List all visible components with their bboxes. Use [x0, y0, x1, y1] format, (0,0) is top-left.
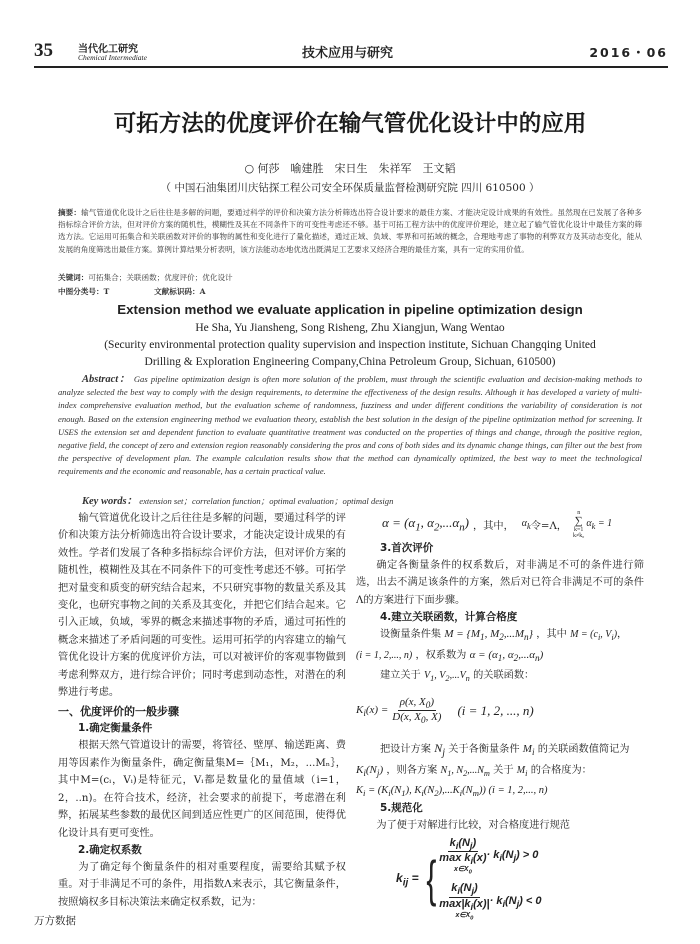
equation-weights-text2: 令=Λ， — [530, 520, 567, 532]
clc-value: T — [103, 287, 110, 296]
journal-name-en: Chemical Intermediate — [78, 53, 147, 62]
subheading-2: 2.确定权系数 — [78, 843, 142, 856]
equation-relation-function: $K_i(x)$ = $\frac{\rho(x, X_0)}{D(x, X_0, X)}$ (i = 1, 2, ..., n) — [356, 696, 534, 726]
paragraph-normalization: 为了便于对解进行比较，对合格度进行规范 — [376, 820, 570, 832]
keywords-cn-label: 关键词： — [58, 273, 89, 282]
article-title-cn: 可拓方法的优度评价在输气管优化设计中的应用 — [113, 111, 587, 137]
scheme-values-text: 把设计方案 — [380, 743, 431, 755]
keywords-en: Key words： extension set；correlation function；optimal evaluation；optimal design — [82, 496, 394, 507]
paragraph-relation-function: 建立关于 $V_1$, $V_2,...V_n$ 的关联函数： — [380, 670, 535, 684]
paragraph-qualification: $K_i(N_j)$ ，则各方案 $N_1$, $N_2,...N_m$ 关于 $M_i$ 的合格度为： — [356, 763, 592, 778]
subheading-3: 3.首次评价 — [380, 542, 434, 554]
equation-normalization: $k_{ij}$ = { $k_i(N_j)$ $\max k_i(x)$ $x\in X_0$ · $k_i(N_j) > 0$ $k_i(N_j)$ $\max|k_i(x)|$ $x\in X_0$ · $k_i(N_j) < 0$ — [396, 836, 542, 922]
abstract-en: Abstract： Gas pipeline optimization design is often more solution of the problem, must through the scientific evaluation and decision-making methods to analyze selected the best way to comply with the design requirements, to determine the effectiveness of the design results. Although it has developed a variety of multi-index comprehensive evaluation method, but the evaluation scheme of randomness, fuzziness and under different conditions the variability of consideration is not enough. Based on the extension engineering method we evaluation theory, establish the best solution in the design of the pipeline optimization method for screening. It USES the extension set and dependent function to evaluate quantitative treatment was conducted on the properties of things and change, through the positive region, negative field, the concept of zero and extension region reasonably considering the pros and cons of both sides and its dynamic change things, can filter out the best from the perspective of development plan. The example calculation results show that the method can dynamically optimized, the best way to meet the technological requirements and the economic and reasonable, has a certain practical value. — [58, 374, 643, 477]
equation-weights: $\alpha = (\alpha_1$, $\alpha_2,...\alpha_n$) ，其中， $\alpha_k$ 令=Λ， n ∑ k=1 k≠k₀ $\alpha_k = 1$ — [382, 509, 613, 539]
affiliation-en-line2: Drilling & Exploration Engineering Company,China Petroleum Group, Sichuan, 610500) — [144, 356, 556, 368]
subheading-5: 5.规范化 — [380, 802, 423, 815]
measure-set-text2: ，其中 — [536, 629, 567, 641]
section-name: 技术应用与研究 — [302, 46, 394, 61]
paragraph-measure-conditions: 根据天然气管道设计的需要，将管径、壁厚、输送距离、费用等因素作为衡量条件，确定衡量集M=｛M₁，M₂，...Mₙ｝，其中M=(cᵢ，Vᵢ)是特征元，Vᵢ都是数量化的量值域（i=1，2，..n)。在符合技术，经济，社会要求的前提下，考虑潜在利弊，拓展某些参数的最优区间到适应性更广的区间范围，使得优化设计具有更可变性。 — [58, 740, 346, 839]
abstract-en-label: Abstract — [82, 374, 119, 385]
keywords-cn-text: 可拓集合；关联函数；优度评价；优化设计 — [88, 273, 233, 282]
scheme-values-text3: 的关联函数值简记为 — [537, 743, 630, 755]
authors-cn: ○ 何莎 喻建胜 宋日生 朱祥军 王文韬 — [244, 162, 456, 175]
relation-function-text2: 的关联函数： — [473, 670, 535, 682]
abstract-cn-label: 摘要： — [58, 208, 82, 217]
abstract-cn-text: 输气管道优化设计之后往往是多解的问题，要通过科学的评价和决策方法分析筛选出符合设计要求的最佳方案、才能决定设计成果的有效性。虽然现在已发展了各种多指标综合评价方法，但对评价方案的随机性，模糊性及其在不同条件下的可变性考虑还不够。基于可拓工程方法中的优度评价理论，建立起了输气管优化设计中最佳方案的筛选方法。它运用可拓集合和关联函数对评价的事物的属性和变化进行了量化描述，通过正域、负域、零界和可拓域的概念，合理地考虑了事物的利弊双方及其动态变化，能从发展的角度筛选出最佳方案。算例计算结果分析表明，该方法能动态地优选出既满足工艺要求又经济合理的最佳方案，具有一定的实用价值。 — [58, 208, 642, 254]
body-right-column — [356, 510, 644, 922]
measure-set-text: 设衡量条件集 — [380, 629, 442, 641]
affiliation-cn: （ 中国石油集团川庆钻探工程公司安全环保质量监督检测研究院 四川 610500 ） — [160, 182, 540, 194]
body-left-column — [58, 510, 346, 911]
affiliation-en-line1: (Security environmental protection quality supervision and inspection institute, Sichuan Changqing United — [104, 339, 596, 351]
paragraph-first-evaluation: 确定各衡量条件的权系数后，对非满足不可的条件进行筛选，出去不满足该条件的方案，然后对已符合非满足不可的条件Λ的方案进行下面步骤。 — [356, 560, 644, 606]
keywords-en-label: Key words — [82, 496, 127, 507]
footer-brand: 万方数据 — [34, 915, 76, 927]
subheading-1: 1.确定衡量条件 — [78, 722, 153, 735]
abstract-cn — [58, 207, 642, 256]
classification-line — [58, 286, 642, 297]
qualification-text3: 的合格度为： — [530, 764, 592, 776]
doc-code-label: 文献标识码： — [154, 287, 200, 296]
page-header — [34, 40, 668, 64]
keywords-en-text: extension set；correlation function；optimal evaluation；optimal design — [139, 496, 394, 506]
authors-en: He Sha, Yu Jiansheng, Song Risheng, Zhu Xiangjun, Wang Wentao — [195, 322, 505, 334]
paragraph-weight-vector: (i = 1, 2,..., n) ，权系数为 $\alpha = (\alpha_1$, $\alpha_2,...\alpha_n$) — [356, 648, 544, 663]
page-number: 35 — [34, 40, 53, 61]
paragraph-weights: 为了确定每个衡量条件的相对重要程度，需要给其赋予权重。对于非满足不可的条件，用指数Λ来表示，其它衡量条件，按照熵权多目标决策法来确定权系数，记为： — [58, 861, 346, 908]
relation-function-text: 建立关于 — [380, 670, 421, 682]
qualification-text: ，则各方案 — [386, 764, 438, 776]
header-rule — [34, 66, 668, 68]
journal-name-cn: 当代化工研究 — [78, 44, 138, 55]
article-title-en: Extension method we evaluate application in pipeline optimization design — [117, 302, 583, 317]
intro-paragraph: 输气管道优化设计之后往往是多解的问题，要通过科学的评价和决策方法分析筛选出符合设计要求，才能决定设计成果的有效性。学者们发展了各种多指标综合评价方法，但对评价方案的随机性，模糊性及其在不同条件下的可变性考虑还不够。可拓学把对量变和质变的研究结合起来，不只研究事物的数量关系及其变化，也研究事物之间的关系及其变化，并把它们结合起来。它引入正域，负域，零界的概念来描述事物的矛盾，通过可拓性的概念来描述了矛盾问题的可变性。运用可拓学的内容建立的输气管优化设计方案的优度评价方法，可以对被评价的客观事物做到考虑利弊双方，进行综合评价；同时考虑到动态性，对潜在的利弊进行考虑。 — [58, 513, 346, 699]
qualification-text2: 关于 — [493, 764, 514, 776]
equation-weights-text: ，其中， — [473, 520, 514, 532]
issue-number: 2016・06 — [589, 45, 668, 60]
keywords-cn — [58, 272, 642, 283]
doc-code-value: A — [199, 287, 206, 296]
equation-qualification: $K_i = (K_i(N_1)$, $K_i(N_2),...K_i(N_m)$) (i = 1, 2,..., n) — [356, 785, 548, 799]
scheme-values-text2: 关于各衡量条件 — [448, 743, 520, 755]
clc-label: 中图分类号： — [58, 287, 104, 296]
paragraph-measure-set: 设衡量条件集 $M = \{M_1$, $M_2,...M_n$} ，其中 $M = (c_i$, $V_i$)， — [380, 628, 628, 643]
subheading-4: 4.建立关联函数，计算合格度 — [380, 611, 518, 624]
paragraph-scheme-values: 把设计方案 $N_j$ 关于各衡量条件 $M_i$ 的关联函数值简记为 — [380, 740, 630, 759]
abstract-en-text: Gas pipeline optimization design is often more solution of the problem, must through the scientific evaluation and decision-making methods to analyze selected the best way to comply with the design requirements, to determine the effectiveness of the design results. Although it has developed a variety of multi-index comprehensive evaluation method, but the evaluation scheme of randomness, fuzziness and under different conditions the variability of consideration is not enough. Based on the extension engineering method we evaluation theory, establish the best solution in the design of the pipeline optimization method for screening. It USES the extension set and dependent function to evaluate quantitative treatment was conducted on the properties of things and change, through the positive region, negative field, the concept of zero and extension region reasonably considering the pros and cons of both sides and its dynamic change things, can filter out the best from the perspective of development plan. The example calculation results show that the method can dynamically optimized, the best way to meet the technological requirements and the economic and reasonable, has a certain practical value. — [58, 374, 643, 477]
weight-vector-text: ，权系数为 — [415, 649, 467, 661]
section-heading-1: 一、优度评价的一般步骤 — [58, 705, 179, 719]
